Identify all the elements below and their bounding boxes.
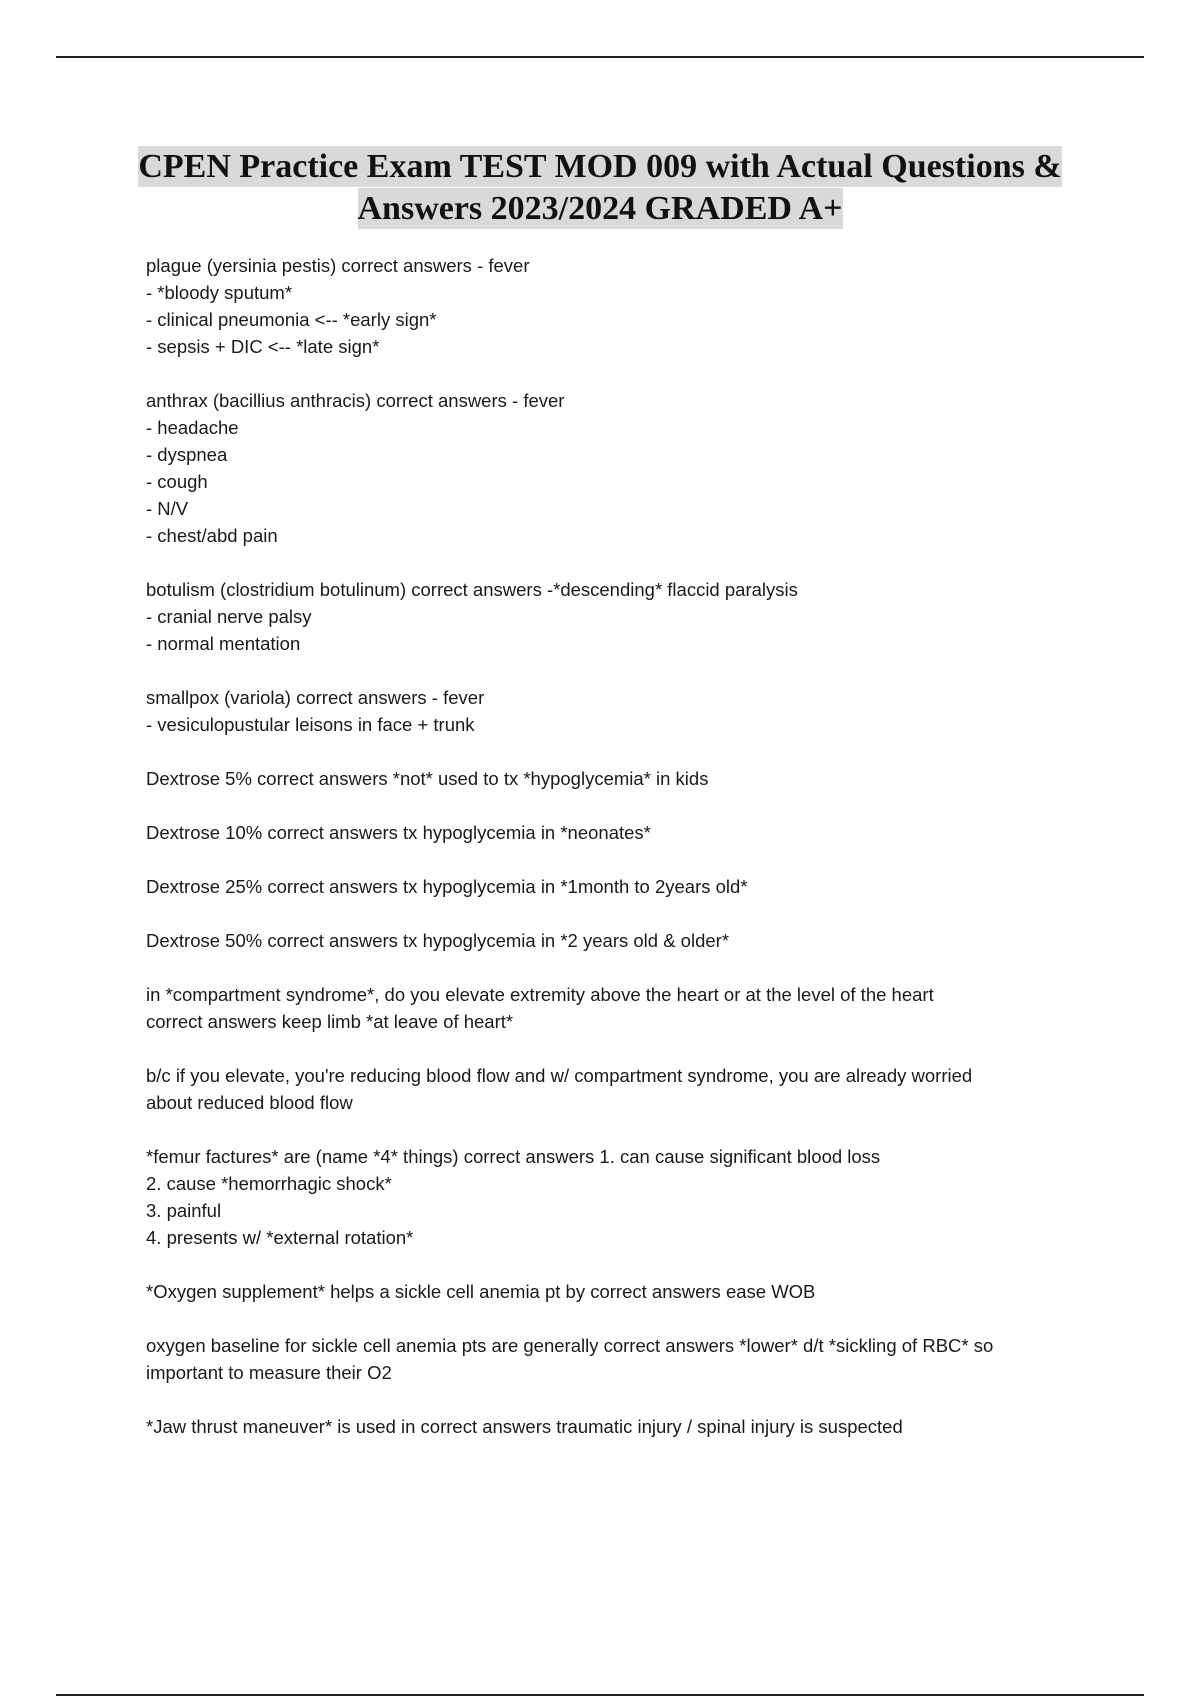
- qa-question-line: Dextrose 25% correct answers tx hypoglycemia in *1month to 2years old*: [146, 876, 748, 897]
- qa-answer-line: - vesiculopustular leisons in face + trunk: [146, 714, 475, 735]
- qa-question-line: oxygen baseline for sickle cell anemia pts are generally correct answers *lower* d/t *sickling of RBC* so: [146, 1335, 994, 1356]
- qa-question-line: in *compartment syndrome*, do you elevate extremity above the heart or at the level of the heart: [146, 984, 934, 1005]
- qa-answer-line: 4. presents w/ *external rotation*: [146, 1227, 414, 1248]
- qa-answer-line: - N/V: [146, 498, 189, 519]
- qa-entry: [146, 1062, 1086, 1116]
- qa-answer-line: - cough: [146, 471, 208, 492]
- qa-question-line: Dextrose 50% correct answers tx hypoglycemia in *2 years old & older*: [146, 930, 730, 951]
- qa-answer-line: - *bloody sputum*: [146, 282, 293, 303]
- qa-answer-line: - clinical pneumonia <-- *early sign*: [146, 309, 437, 330]
- qa-question-line: *Jaw thrust maneuver* is used in correct answers traumatic injury / spinal injury is suspected: [146, 1416, 903, 1437]
- qa-entry: [146, 819, 1086, 846]
- title-line-2: Answers 2023/2024 GRADED A+: [357, 190, 843, 227]
- title-line-1: CPEN Practice Exam TEST MOD 009 with Actual Questions &: [138, 148, 1062, 185]
- qa-answer-line: - cranial nerve palsy: [146, 606, 312, 627]
- qa-question-line: Dextrose 10% correct answers tx hypoglycemia in *neonates*: [146, 822, 651, 843]
- qa-question-line: *femur factures* are (name *4* things) correct answers 1. can cause significant blood loss: [146, 1146, 881, 1167]
- qa-answer-line: about reduced blood flow: [146, 1092, 353, 1113]
- qa-entry: [146, 576, 1086, 657]
- qa-entry: [146, 1278, 1086, 1305]
- qa-question-line: Dextrose 5% correct answers *not* used to tx *hypoglycemia* in kids: [146, 768, 709, 789]
- document-title: [90, 146, 1110, 230]
- qa-entry: [146, 1413, 1086, 1440]
- qa-question-line: smallpox (variola) correct answers - fever: [146, 687, 485, 708]
- qa-entry: [146, 873, 1086, 900]
- qa-answer-line: - normal mentation: [146, 633, 301, 654]
- qa-answer-line: - headache: [146, 417, 239, 438]
- qa-question-line: botulism (clostridium botulinum) correct answers -*descending* flaccid paralysis: [146, 579, 798, 600]
- document-body: [146, 252, 1086, 1467]
- qa-entry: [146, 1332, 1086, 1386]
- qa-answer-line: - sepsis + DIC <-- *late sign*: [146, 336, 380, 357]
- bottom-divider: [56, 1694, 1144, 1696]
- qa-question-line: *Oxygen supplement* helps a sickle cell anemia pt by correct answers ease WOB: [146, 1281, 816, 1302]
- qa-answer-line: - chest/abd pain: [146, 525, 278, 546]
- qa-entry: [146, 252, 1086, 360]
- qa-question-line: b/c if you elevate, you're reducing blood flow and w/ compartment syndrome, you are already worried: [146, 1065, 973, 1086]
- qa-answer-line: important to measure their O2: [146, 1362, 392, 1383]
- qa-entry: [146, 387, 1086, 549]
- top-divider: [56, 56, 1144, 58]
- qa-answer-line: - dyspnea: [146, 444, 228, 465]
- qa-answer-line: 3. painful: [146, 1200, 222, 1221]
- qa-entry: [146, 927, 1086, 954]
- qa-question-line: anthrax (bacillius anthracis) correct answers - fever: [146, 390, 565, 411]
- qa-entry: [146, 981, 1086, 1035]
- qa-answer-line: 2. cause *hemorrhagic shock*: [146, 1173, 392, 1194]
- qa-entry: [146, 1143, 1086, 1251]
- qa-answer-line: correct answers keep limb *at leave of heart*: [146, 1011, 514, 1032]
- qa-question-line: plague (yersinia pestis) correct answers - fever: [146, 255, 530, 276]
- qa-entry: [146, 684, 1086, 738]
- qa-entry: [146, 765, 1086, 792]
